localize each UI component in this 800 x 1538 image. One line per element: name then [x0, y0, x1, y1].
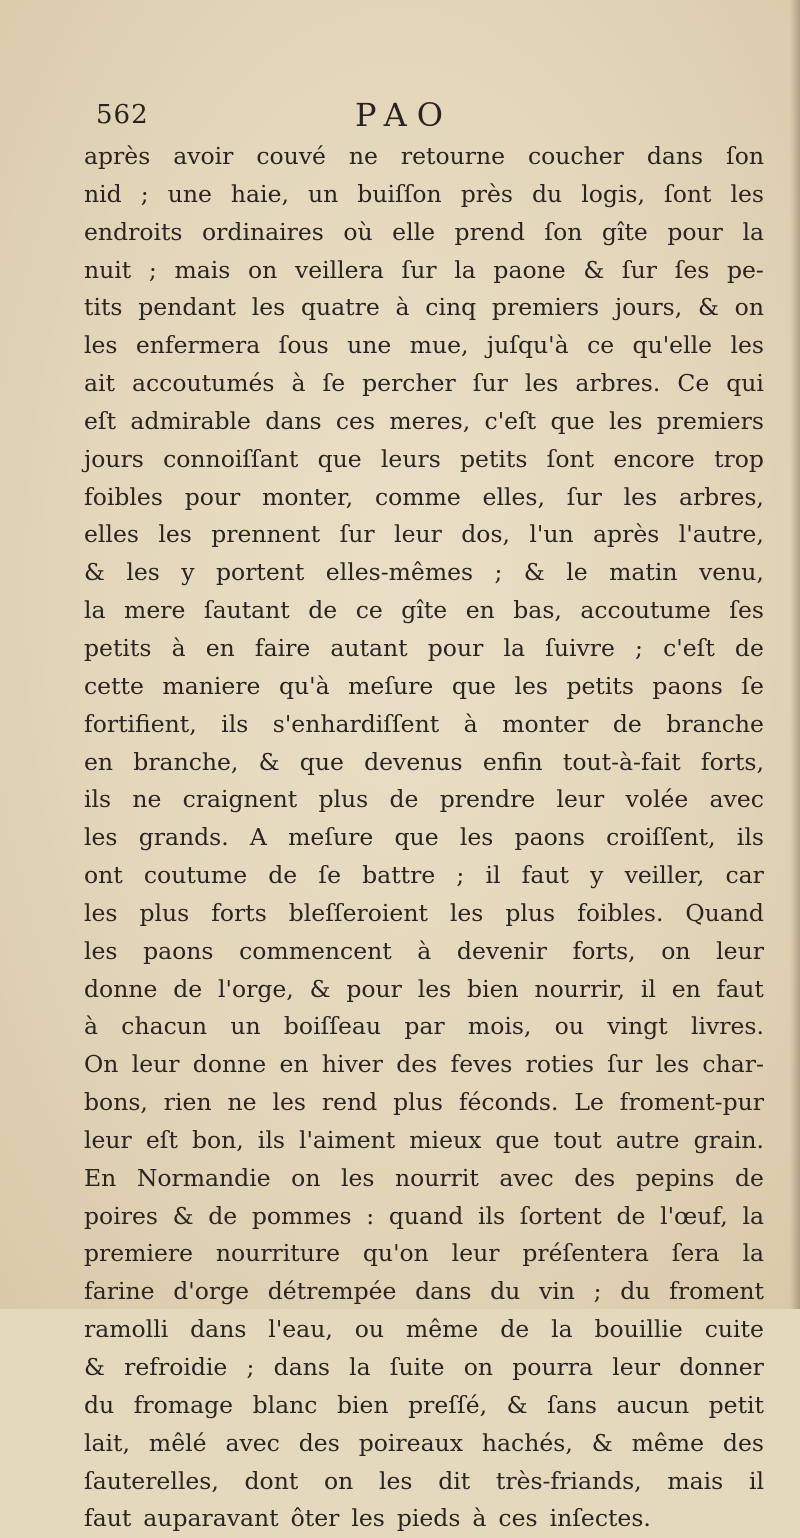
text-line: nid ; une haie, un buiſſon près du logis, ſont les	[84, 179, 764, 208]
text-line: ait accoutumés à ſe percher ſur les arbres. Ce qui	[84, 369, 764, 398]
text-line: jours connoiſſant que leurs petits ſont encore trop	[84, 444, 764, 473]
running-head: PAO	[355, 96, 453, 134]
text-line: premiere nourriture qu'on leur préſentera ſera la	[84, 1239, 764, 1268]
text-line: & refroidie ; dans la ſuite on pourra leur donner	[84, 1353, 764, 1381]
text-line: bons, rien ne les rend plus féconds. Le froment-pur	[84, 1088, 764, 1117]
text-line: eſt admirable dans ces meres, c'eſt que les premiers	[84, 406, 764, 435]
text-line: nuit ; mais on veillera ſur la paone & ſur ſes pe-	[84, 255, 764, 284]
text-line: ſauterelles, dont on les dit très-friands, mais il	[84, 1466, 764, 1495]
text-line: fortifient, ils s'enhardiſſent à monter de branche	[84, 709, 764, 738]
text-line: endroits ordinaires où elle prend ſon gîte pour la	[84, 217, 764, 246]
page-edge-shadow	[790, 0, 800, 1309]
text-line: ont coutume de ſe battre ; il faut y veiller, car	[84, 861, 764, 890]
text-line: tits pendant les quatre à cinq premiers jours, & on	[84, 293, 764, 322]
text-line: elles les prennent ſur leur dos, l'un après l'autre,	[84, 520, 764, 549]
text-line: faut auparavant ôter les pieds à ces inſectes.	[84, 1504, 651, 1533]
text-line: cette maniere qu'à meſure que les petits paons ſe	[84, 671, 764, 700]
text-line: leur eſt bon, ils l'aiment mieux que tout autre grain.	[84, 1125, 764, 1154]
text-line: ils ne craignent plus de prendre leur volée avec	[84, 785, 764, 814]
text-line: les plus forts bleſſeroient les plus foibles. Quand	[84, 898, 764, 927]
text-line: En Normandie on les nourrit avec des pepins de	[84, 1163, 764, 1192]
text-line: donne de l'orge, & pour les bien nourrir, il en faut	[84, 974, 764, 1003]
text-line: après avoir couvé ne retourne coucher dans ſon	[84, 142, 764, 170]
text-line: poires & de pommes : quand ils ſortent de l'œuf, la	[84, 1201, 764, 1230]
body-text	[84, 138, 764, 1538]
text-line: la mere ſautant de ce gîte en bas, accoutume ſes	[84, 596, 764, 625]
text-line: & les y portent elles-mêmes ; & le matin venu,	[84, 558, 764, 587]
page-number: 562	[96, 100, 149, 130]
text-line: les enfermera ſous une mue, juſqu'à ce qu'elle les	[84, 331, 764, 360]
page-header	[0, 96, 800, 140]
text-line: petits à en faire autant pour la ſuivre ; c'eſt de	[84, 633, 764, 662]
text-line: ramolli dans l'eau, ou même de la bouillie cuite	[84, 1315, 764, 1344]
text-line: les grands. A meſure que les paons croiſſent, ils	[84, 823, 764, 852]
text-line: foibles pour monter, comme elles, ſur les arbres,	[84, 482, 764, 511]
text-line: On leur donne en hiver des feves roties ſur les char-	[84, 1050, 764, 1079]
text-line: à chacun un boiſſeau par mois, ou vingt livres.	[84, 1012, 764, 1041]
text-line: les paons commencent à devenir forts, on leur	[84, 936, 764, 965]
text-line: du fromage blanc bien preſſé, & ſans aucun petit	[84, 1390, 764, 1419]
text-line: lait, mêlé avec des poireaux hachés, & même des	[84, 1428, 764, 1457]
text-line: en branche, & que devenus enfin tout-à-fait forts,	[84, 747, 764, 776]
text-line: farine d'orge détrempée dans du vin ; du froment	[84, 1277, 764, 1306]
